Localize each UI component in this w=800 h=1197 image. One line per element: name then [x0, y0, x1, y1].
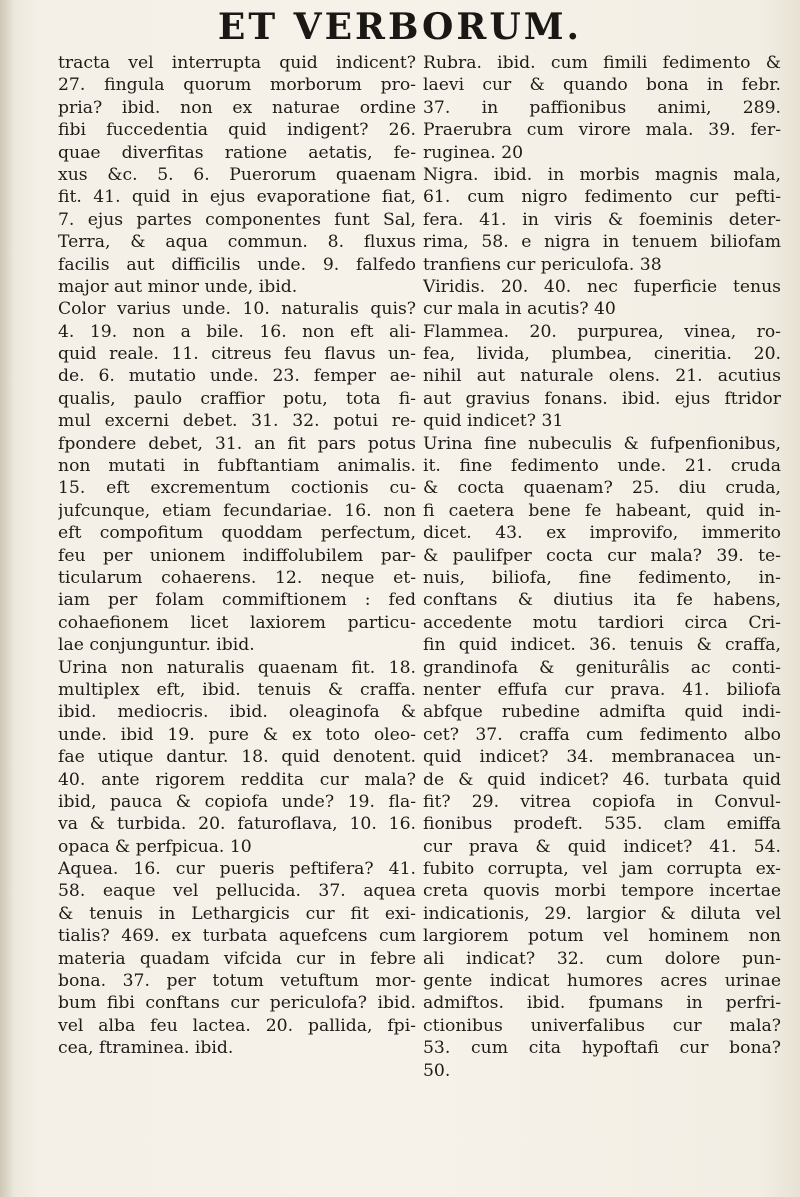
- text-line: gente indicat humores acres urinae: [423, 971, 781, 992]
- text-line: fpondere debet, 31. an fit pars potus: [58, 433, 416, 454]
- text-line: de & quid indicet? 46. turbata quid: [423, 769, 781, 790]
- text-line: Flammea. 20. purpurea, vinea, ro-: [423, 321, 781, 342]
- text-line: nenter effufa cur prava. 41. biliofa: [423, 679, 781, 700]
- text-line: ibid, pauca & copiofa unde? 19. fla-: [58, 791, 416, 812]
- text-line: major aut minor unde, ibid.: [58, 276, 298, 297]
- text-line: de. 6. mutatio unde. 23. femper ae-: [58, 366, 416, 387]
- text-line: fionibus prodeft. 535. clam emiffa: [423, 814, 781, 835]
- text-line: fibi fuccedentia quid indigent? 26.: [58, 120, 416, 141]
- text-line: tracta vel interrupta quid indicent?: [58, 53, 416, 73]
- right-column: [423, 52, 781, 1152]
- text-line: ruginea. 20: [423, 142, 524, 163]
- text-line: cohaefionem licet laxiorem particu-: [58, 612, 416, 633]
- text-line: nihil aut naturale olens. 21. acutius: [423, 366, 781, 387]
- text-line: 4. 19. non a bile. 16. non eft ali-: [58, 321, 416, 342]
- text-line: qualis, paulo craffior potu, tota fi-: [58, 388, 416, 409]
- text-line: va & turbida. 20. faturoflava, 10. 16.: [58, 814, 416, 835]
- text-line: 7. ejus partes componentes funt Sal,: [58, 209, 416, 230]
- text-line: Urina non naturalis quaenam fit. 18.: [58, 657, 416, 678]
- text-line: xus &c. 5. 6. Puerorum quaenam: [58, 164, 416, 185]
- text-line: it. fine fedimento unde. 21. cruda: [423, 456, 781, 477]
- text-line: aut gravius fonans. ibid. ejus ftridor: [423, 388, 781, 409]
- text-line: ticularum cohaerens. 12. neque et-: [58, 567, 416, 588]
- text-line: creta quovis morbi tempore incertae: [423, 881, 781, 902]
- text-line: 27. fingula quorum morborum pro-: [58, 75, 416, 96]
- text-line: rima, 58. e nigra in tenuem biliofam: [423, 232, 781, 253]
- text-line: jufcunque, etiam fecundariae. 16. non: [58, 500, 416, 521]
- text-line: tranfiens cur periculofa. 38: [423, 254, 662, 275]
- text-line: admiftos. ibid. fpumans in perfri-: [423, 993, 781, 1014]
- text-line: 53. cum cita hypoftafi cur bona?: [423, 1038, 781, 1059]
- text-line: Color varius unde. 10. naturalis quis?: [58, 299, 416, 320]
- text-line: multiplex eft, ibid. tenuis & craffa.: [58, 679, 416, 700]
- text-line: fea, livida, plumbea, cineritia. 20.: [423, 344, 781, 365]
- text-line: bona. 37. per totum vetuftum mor-: [58, 971, 416, 992]
- text-line: & cocta quaenam? 25. diu cruda,: [423, 478, 781, 499]
- text-line: & paulifper cocta cur mala? 39. te-: [423, 545, 781, 566]
- text-line: abfque rubedine admifta quid indi-: [423, 702, 781, 723]
- text-line: eft compofitum quoddam perfectum,: [58, 523, 416, 544]
- text-line: 50.: [423, 1060, 451, 1081]
- text-line: lae conjunguntur. ibid.: [58, 635, 255, 656]
- text-line: materia quadam vifcida cur in febre: [58, 948, 416, 969]
- text-line: accedente motu tardiori circa Cri-: [423, 612, 781, 633]
- text-line: vel alba feu lactea. 20. pallida, fpi-: [58, 1015, 416, 1036]
- text-line: Nigra. ibid. in morbis magnis mala,: [423, 164, 781, 185]
- text-line: 37. in paffionibus animi, 289.: [423, 97, 781, 118]
- text-line: opaca & perfpicua. 10: [58, 836, 252, 857]
- text-line: tialis? 469. ex turbata aquefcens cum: [58, 926, 416, 947]
- text-line: grandinofa & geniturâlis ac conti-: [423, 657, 781, 678]
- page-spine-shadow: [0, 0, 14, 1197]
- text-line: indicationis, 29. largior & diluta vel: [423, 903, 781, 924]
- text-line: & tenuis in Lethargicis cur fit exi-: [58, 903, 416, 924]
- text-line: fera. 41. in viris & foeminis deter-: [423, 209, 781, 230]
- text-line: ctionibus univerfalibus cur mala?: [423, 1015, 781, 1036]
- text-line: Aquea. 16. cur pueris peftifera? 41.: [58, 859, 416, 880]
- text-line: iam per folam commiftionem : fed: [58, 590, 416, 611]
- text-line: cur prava & quid indicet? 41. 54.: [423, 836, 781, 857]
- text-line: 15. eft excrementum coctionis cu-: [58, 478, 416, 499]
- text-line: fit? 29. vitrea copiofa in Convul-: [423, 791, 781, 812]
- text-line: unde. ibid 19. pure & ex toto oleo-: [58, 724, 416, 745]
- text-line: 40. ante rigorem reddita cur mala?: [58, 769, 416, 790]
- text-line: fin quid indicet. 36. tenuis & craffa,: [423, 635, 781, 656]
- text-line: dicet. 43. ex improvifo, immerito: [423, 523, 781, 544]
- text-line: cur mala in acutis? 40: [423, 299, 616, 320]
- page-header: ET VERBORUM.: [217, 6, 583, 48]
- text-line: quid indicet? 31: [423, 411, 564, 432]
- text-line: non mutati in fubftantiam animalis.: [58, 456, 416, 477]
- text-line: quae diverfitas ratione aetatis, fe-: [58, 142, 416, 163]
- text-line: 58. eaque vel pellucida. 37. aquea: [58, 881, 416, 902]
- text-line: cea, ftraminea. ibid.: [58, 1038, 234, 1059]
- text-line: ibid. mediocris. ibid. oleaginofa &: [58, 702, 416, 723]
- text-line: fae utique dantur. 18. quid denotent.: [58, 747, 416, 768]
- text-line: fit. 41. quid in ejus evaporatione fiat,: [58, 187, 416, 208]
- text-line: feu per unionem indiffolubilem par-: [58, 545, 416, 566]
- text-line: ali indicat? 32. cum dolore pun-: [423, 948, 781, 969]
- text-line: nuis, biliofa, fine fedimento, in-: [423, 567, 781, 588]
- text-line: 61. cum nigro fedimento cur pefti-: [423, 187, 781, 208]
- text-line: Urina fine nubeculis & fufpenfionibus,: [423, 433, 781, 454]
- text-line: Terra, & aqua commun. 8. fluxus: [58, 232, 416, 253]
- left-column: [58, 52, 416, 1152]
- text-line: laevi cur & quando bona in febr.: [423, 75, 781, 96]
- text-line: quid indicet? 34. membranacea un-: [423, 747, 781, 768]
- text-line: fubito corrupta, vel jam corrupta ex-: [423, 859, 781, 880]
- text-line: pria? ibid. non ex naturae ordine: [58, 97, 416, 118]
- text-line: conftans & diutius ita fe habens,: [423, 590, 781, 611]
- text-line: cet? 37. craffa cum fedimento albo: [423, 724, 781, 745]
- text-line: bum fibi conftans cur periculofa? ibid.: [58, 993, 416, 1014]
- text-line: Praerubra cum virore mala. 39. fer-: [423, 120, 781, 141]
- text-line: largiorem potum vel hominem non: [423, 926, 781, 947]
- text-line: facilis aut difficilis unde. 9. falfedo: [58, 254, 416, 275]
- text-line: Viridis. 20. 40. nec fuperficie tenus: [423, 276, 781, 297]
- text-line: Rubra. ibid. cum fimili fedimento &: [423, 53, 781, 73]
- text-line: fi caetera bene fe habeant, quid in-: [423, 500, 781, 521]
- text-line: mul excerni debet. 31. 32. potui re-: [58, 411, 416, 432]
- text-line: quid reale. 11. citreus feu flavus un-: [58, 344, 416, 365]
